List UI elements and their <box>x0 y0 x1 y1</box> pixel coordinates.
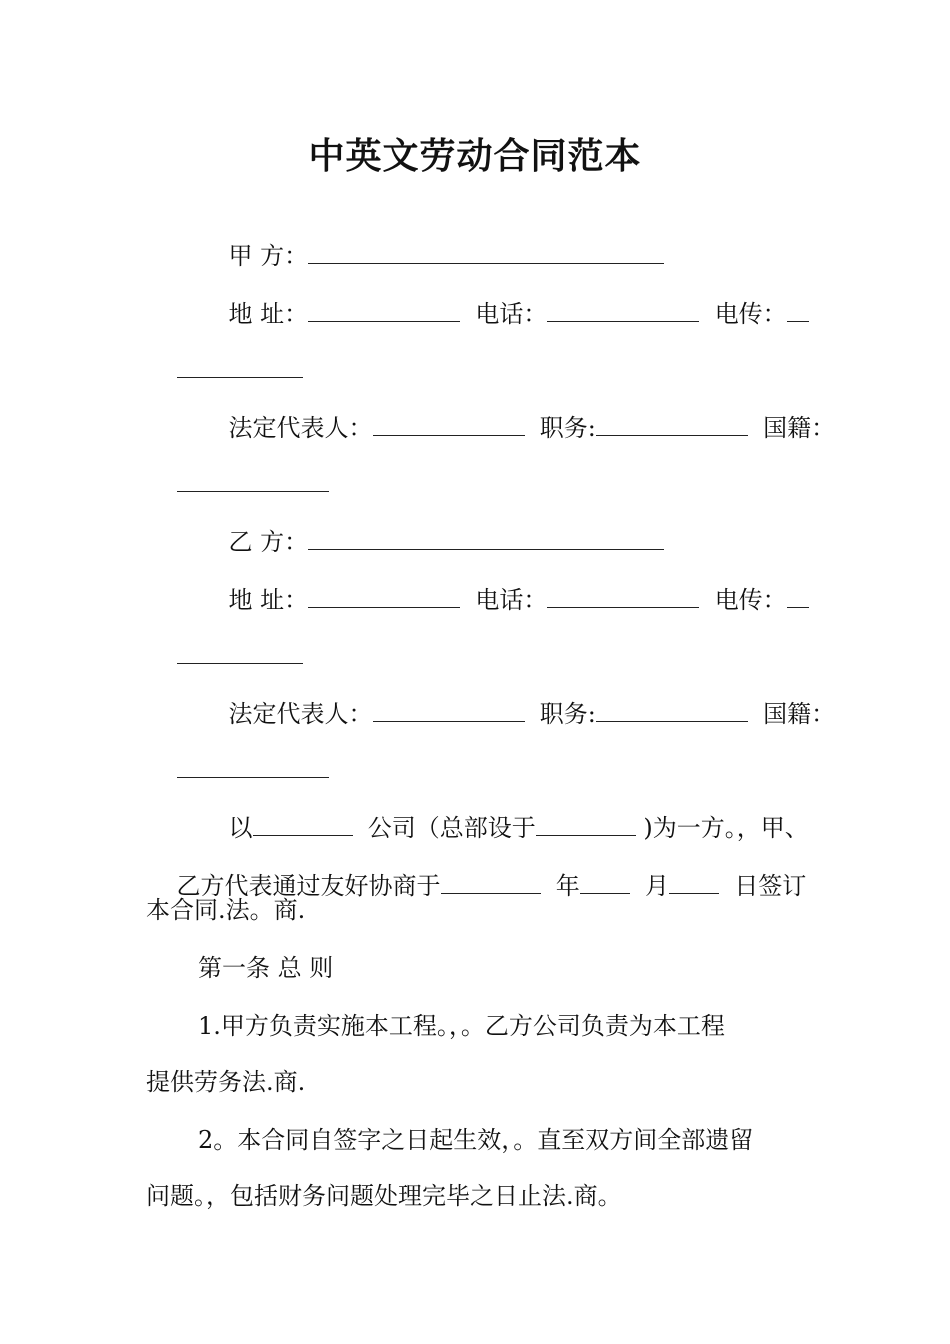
party-a-fax-label: 电传： <box>714 300 787 328</box>
party-a-name-label: 甲 方： <box>228 242 309 270</box>
preamble-text: )为一方。，甲、 <box>643 814 809 842</box>
party-a-fax-blank[interactable] <box>787 299 809 322</box>
document-title: 中英文劳动合同范本 <box>308 136 642 177</box>
party-a-address-label: 地 址： <box>228 300 309 328</box>
party-b-fax-label: 电传： <box>714 586 787 614</box>
preamble-text: 以 <box>228 814 253 842</box>
party-a-nationality-label: 国籍： <box>763 414 836 442</box>
party-b-nationality-label: 国籍： <box>763 700 836 728</box>
year-label: 年 <box>555 872 580 900</box>
article-1-item-1-cont: 提供劳务法.商. <box>146 1068 306 1096</box>
party-a-fax-blank-cont[interactable] <box>177 355 303 378</box>
preamble-line-3: 本合同.法。商. <box>146 896 306 924</box>
day-blank[interactable] <box>669 871 719 894</box>
article-1-heading: 第一条 总 则 <box>198 954 334 982</box>
party-a-legal-rep-blank[interactable] <box>373 413 525 436</box>
party-a-name-blank[interactable] <box>308 241 664 264</box>
year-blank[interactable] <box>441 871 541 894</box>
party-a-position-label: 职务: <box>539 414 596 442</box>
preamble-text: 公司（总部设于 <box>367 814 536 842</box>
party-b-legal-rep-blank[interactable] <box>373 699 525 722</box>
month-blank[interactable] <box>580 871 630 894</box>
party-b-phone-label: 电话： <box>475 586 548 614</box>
party-b-address-blank[interactable] <box>308 585 460 608</box>
party-a-nationality-blank[interactable] <box>177 469 329 492</box>
article-1-item-1: 1.甲方负责实施本工程。，。乙方公司负责为本工程 <box>198 1012 725 1040</box>
month-label: 月 <box>645 872 670 900</box>
party-a-legal-rep-label: 法定代表人： <box>228 414 373 442</box>
party-b-position-blank[interactable] <box>596 699 748 722</box>
party-a-phone-label: 电话： <box>475 300 548 328</box>
party-b-phone-blank[interactable] <box>547 585 699 608</box>
party-b-name-blank[interactable] <box>308 527 664 550</box>
party-b-nationality-blank[interactable] <box>177 755 329 778</box>
party-a-position-blank[interactable] <box>596 413 748 436</box>
party-b-fax-blank[interactable] <box>787 585 809 608</box>
preamble-text: 日签订 <box>734 872 807 900</box>
party-a-phone-blank[interactable] <box>547 299 699 322</box>
party-b-name-label: 乙 方： <box>228 528 309 556</box>
party-b-fax-blank-cont[interactable] <box>177 641 303 664</box>
party-b-position-label: 职务: <box>539 700 596 728</box>
party-b-legal-rep-label: 法定代表人： <box>228 700 373 728</box>
preamble-text: 乙方代表通过友好协商于 <box>176 872 441 900</box>
headquarters-blank[interactable] <box>536 813 636 836</box>
party-b-address-label: 地 址： <box>228 586 309 614</box>
party-a-address-blank[interactable] <box>308 299 460 322</box>
company-blank[interactable] <box>253 813 353 836</box>
article-1-item-2-cont: 问题。，包括财务问题处理完毕之日止法.商。 <box>146 1182 622 1210</box>
article-1-item-2: 2。本合同自签字之日起生效，。直至双方间全部遗留 <box>198 1126 754 1154</box>
